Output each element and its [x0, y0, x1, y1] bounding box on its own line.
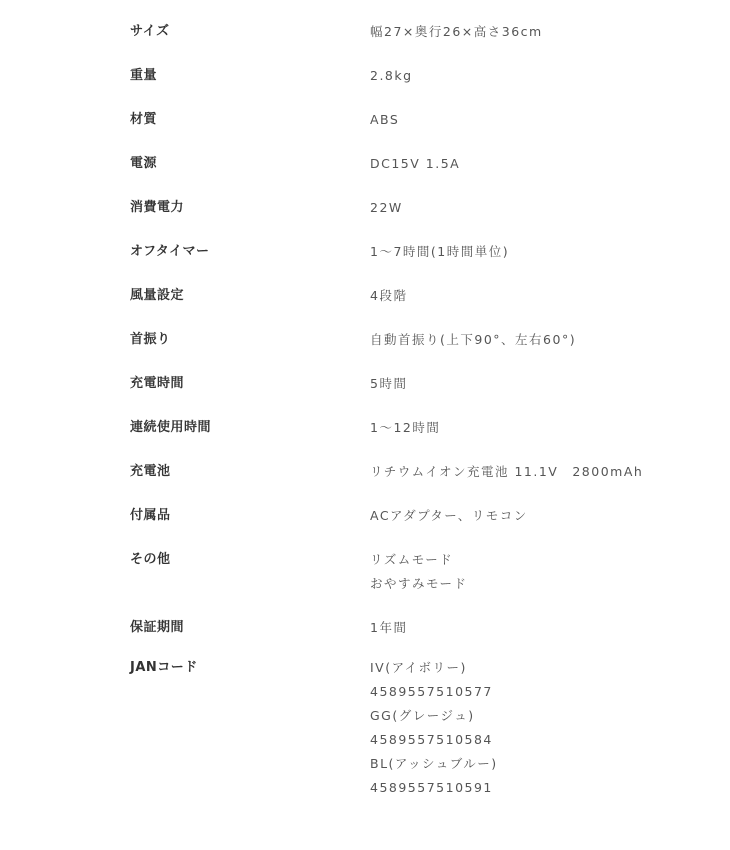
spec-row-charging-time: [130, 372, 690, 396]
spec-value-jan-code: 4589557510584: [370, 732, 493, 747]
spec-value-power-source: DC15V 1.5A: [370, 156, 461, 171]
spec-row-jan-code: [130, 656, 690, 800]
spec-value-weight: 2.8kg: [370, 68, 413, 83]
spec-row-accessories: [130, 504, 690, 528]
spec-values-accessories: [370, 504, 690, 528]
spec-row-warranty: [130, 616, 690, 640]
spec-label-weight: 重量: [130, 68, 158, 83]
spec-values-material: [370, 108, 690, 132]
spec-value-power-consumption: 22W: [370, 200, 403, 215]
spec-row-airflow-setting: [130, 284, 690, 308]
spec-label-power-source: 電源: [130, 156, 158, 171]
spec-label-oscillation: 首振り: [130, 332, 171, 347]
spec-values-other: [370, 548, 690, 596]
spec-value-jan-code: BL(アッシュブルー): [370, 756, 498, 771]
spec-row-power-consumption: [130, 196, 690, 220]
spec-values-jan-code: [370, 656, 690, 800]
spec-value-warranty: 1年間: [370, 620, 408, 635]
spec-value-battery: リチウムイオン充電池 11.1V 2800mAh: [370, 464, 644, 479]
spec-label-jan-code: JANコード: [130, 660, 198, 675]
spec-label-warranty: 保証期間: [130, 620, 185, 635]
spec-label-material: 材質: [130, 112, 158, 127]
spec-row-weight: [130, 64, 690, 88]
spec-row-off-timer: [130, 240, 690, 264]
spec-value-material: ABS: [370, 112, 400, 127]
spec-label-airflow-setting: 風量設定: [130, 288, 185, 303]
spec-row-oscillation: [130, 328, 690, 352]
spec-values-battery: [370, 460, 690, 484]
spec-table: [130, 20, 690, 800]
spec-values-oscillation: [370, 328, 690, 352]
spec-value-charging-time: 5時間: [370, 376, 408, 391]
spec-values-size: [370, 20, 690, 44]
spec-value-jan-code: 4589557510577: [370, 684, 493, 699]
spec-label-off-timer: オフタイマー: [130, 244, 210, 259]
spec-label-charging-time: 充電時間: [130, 376, 185, 391]
spec-value-accessories: ACアダプター、リモコン: [370, 508, 528, 523]
spec-values-power-source: [370, 152, 690, 176]
spec-values-weight: [370, 64, 690, 88]
spec-value-other: おやすみモード: [370, 576, 468, 591]
spec-values-warranty: [370, 616, 690, 640]
spec-row-battery: [130, 460, 690, 484]
spec-values-charging-time: [370, 372, 690, 396]
spec-row-material: [130, 108, 690, 132]
spec-label-other: その他: [130, 552, 171, 567]
spec-value-size: 幅27×奥行26×高さ36cm: [370, 24, 543, 39]
spec-label-accessories: 付属品: [130, 508, 171, 523]
spec-row-power-source: [130, 152, 690, 176]
spec-value-jan-code: GG(グレージュ): [370, 708, 475, 723]
spec-values-airflow-setting: [370, 284, 690, 308]
spec-values-power-consumption: [370, 196, 690, 220]
spec-label-size: サイズ: [130, 24, 170, 39]
spec-value-jan-code: 4589557510591: [370, 780, 493, 795]
spec-value-oscillation: 自動首振り(上下90°、左右60°): [370, 332, 577, 347]
spec-value-off-timer: 1〜7時間(1時間単位): [370, 244, 510, 259]
spec-row-other: [130, 548, 690, 596]
spec-value-jan-code: IV(アイボリー): [370, 660, 467, 675]
spec-row-size: [130, 20, 690, 44]
spec-label-battery: 充電池: [130, 464, 171, 479]
spec-value-airflow-setting: 4段階: [370, 288, 408, 303]
spec-value-continuous-use-time: 1〜12時間: [370, 420, 441, 435]
spec-values-off-timer: [370, 240, 690, 264]
spec-value-other: リズムモード: [370, 552, 454, 567]
spec-label-power-consumption: 消費電力: [130, 200, 185, 215]
spec-row-continuous-use-time: [130, 416, 690, 440]
spec-values-continuous-use-time: [370, 416, 690, 440]
spec-label-continuous-use-time: 連続使用時間: [130, 420, 212, 435]
